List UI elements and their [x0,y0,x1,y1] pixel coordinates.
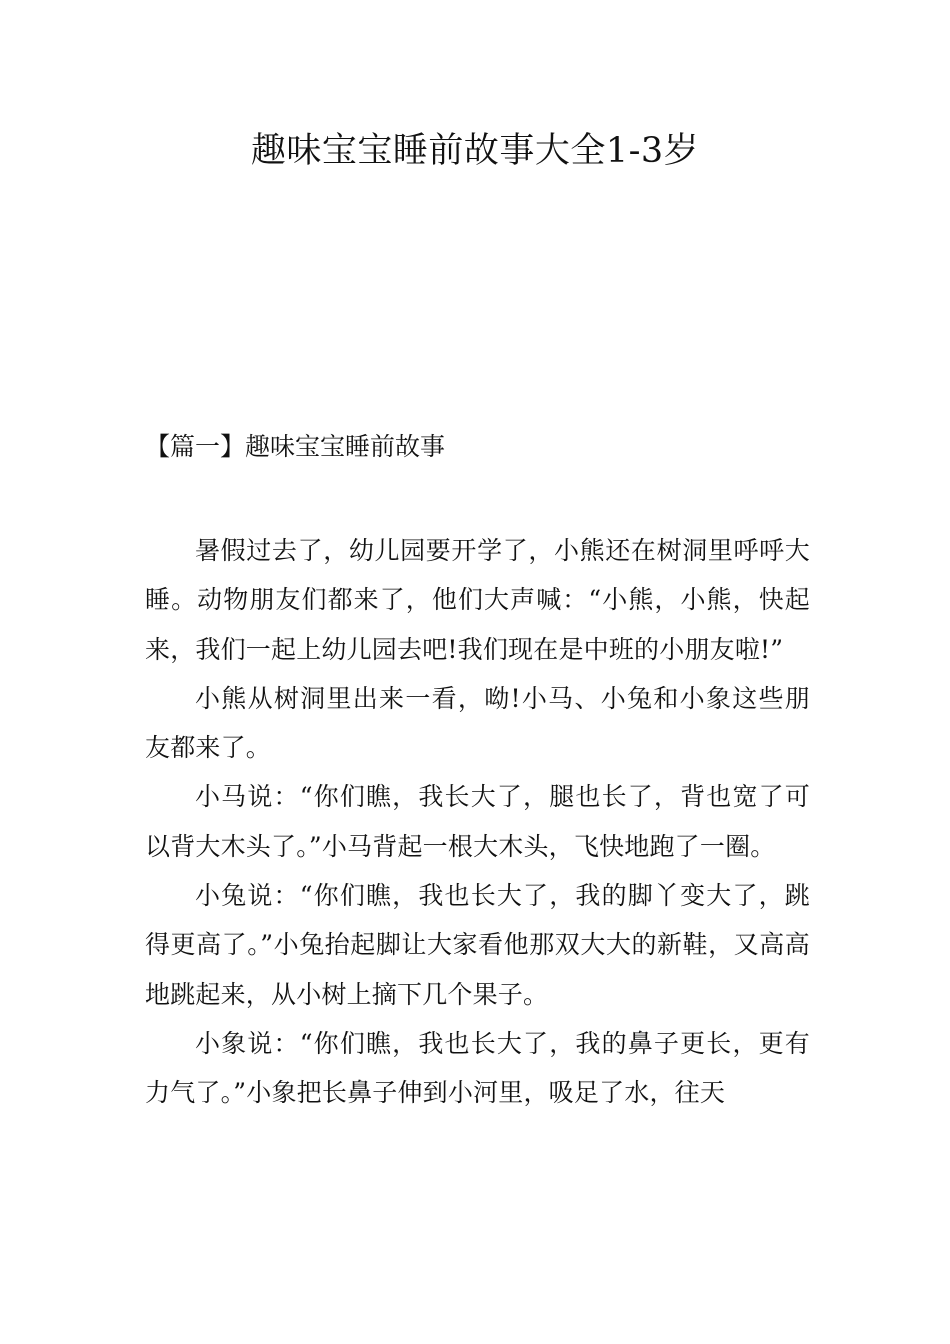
section-heading: 【篇一】趣味宝宝睡前故事 [145,432,446,461]
story-paragraph: 小马说：“你们瞧，我长大了，腿也长了，背也宽了可以背大木头了。”小马背起一根大木头，飞快地跑了一圈。 [145,782,810,861]
story-paragraph: 暑假过去了，幼儿园要开学了，小熊还在树洞里呼呼大睡。动物朋友们都来了，他们大声喊：“小熊，小熊，快起来，我们一起上幼儿园去吧!我们现在是中班的小朋友啦!” [145,536,810,664]
story-paragraph: 小兔说：“你们瞧，我也长大了，我的脚丫变大了，跳得更高了。”小兔抬起脚让大家看他那双大大的新鞋，又高高地跳起来，从小树上摘下几个果子。 [145,881,810,1009]
story-paragraph: 小熊从树洞里出来一看，呦!小马、小兔和小象这些朋友都来了。 [145,683,810,763]
document-title: 趣味宝宝睡前故事大全1-3岁 [250,131,700,171]
story-body [145,526,810,1118]
story-paragraph: 小象说：“你们瞧，我也长大了，我的鼻子更长，更有力气了。”小象把长鼻子伸到小河里，吸足了水，往天 [145,1028,810,1108]
